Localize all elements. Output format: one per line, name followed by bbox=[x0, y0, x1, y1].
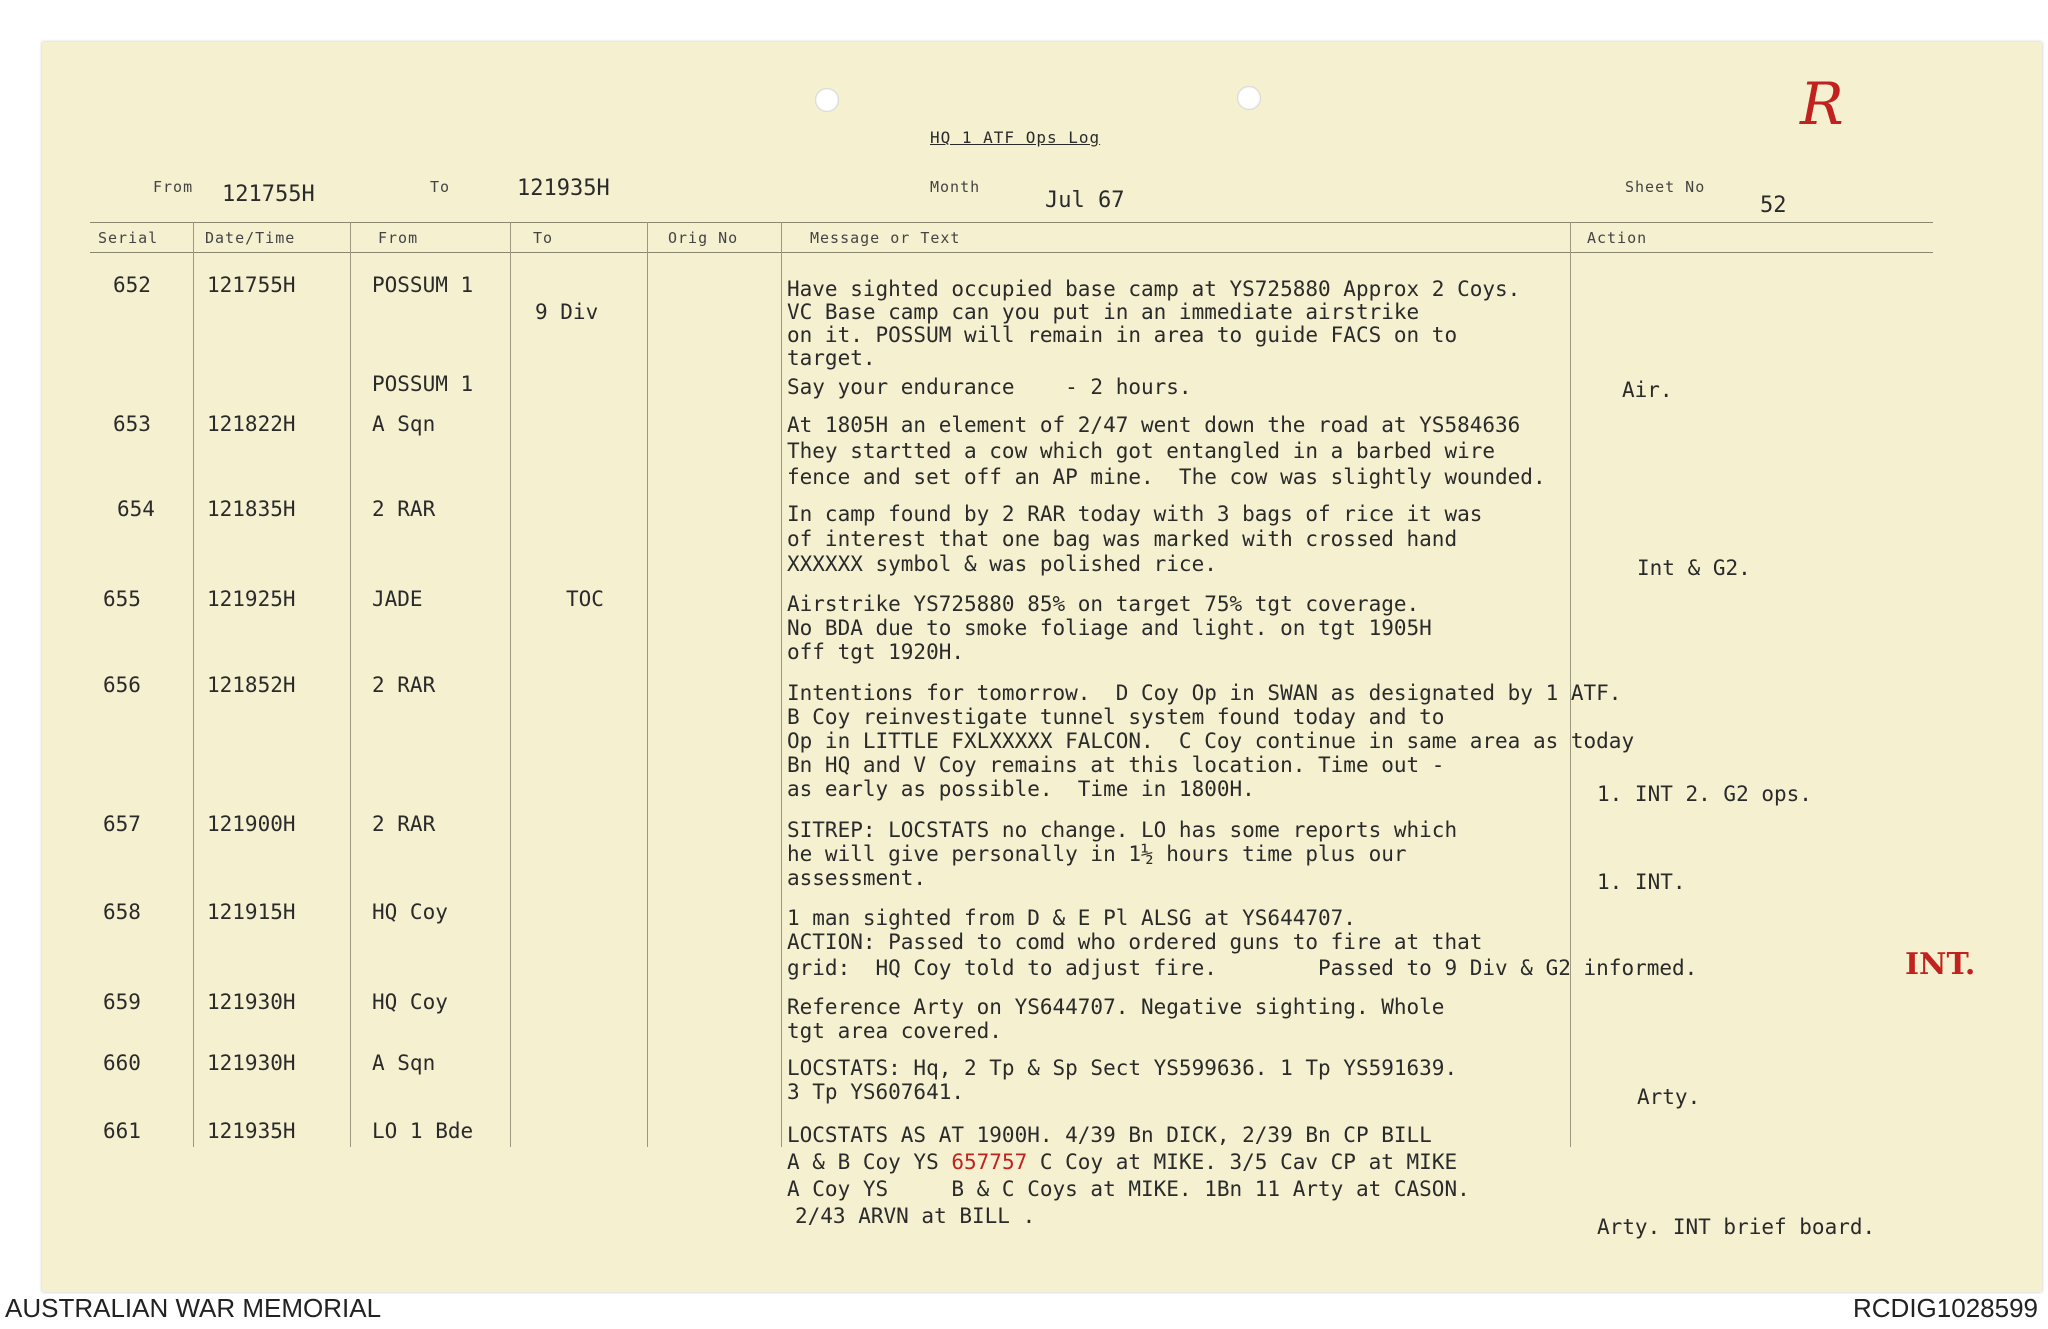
datetime-cell: 121930H bbox=[207, 990, 296, 1014]
message-line: Op in LITTLE FXLXXXXX FALCON. C Coy continue in same area as today bbox=[787, 729, 1635, 753]
from-cell: 2 RAR bbox=[372, 673, 436, 697]
serial-cell: 652 bbox=[113, 273, 151, 297]
message-line: 2/43 ARVN at BILL . bbox=[795, 1204, 1036, 1228]
message-line: 1 man sighted from D & E Pl ALSG at YS644707. bbox=[787, 906, 1356, 930]
col-action: Action bbox=[1587, 229, 1648, 247]
column-rule bbox=[193, 222, 194, 1147]
message-line: Reference Arty on YS644707. Negative sighting. Whole bbox=[787, 995, 1445, 1019]
from-cell: HQ Coy bbox=[372, 990, 448, 1014]
message-line: SITREP: LOCSTATS no change. LO has some reports which bbox=[787, 818, 1458, 842]
message-line: Say your endurance - 2 hours. bbox=[787, 375, 1192, 399]
datetime-cell: 121935H bbox=[207, 1119, 296, 1143]
punch-hole bbox=[815, 88, 839, 112]
handwritten-int-note: INT. bbox=[1905, 947, 1976, 982]
from-cell: JADE bbox=[372, 587, 423, 611]
message-line: LOCSTATS AS AT 1900H. 4/39 Bn DICK, 2/39 Bn CP BILL bbox=[787, 1123, 1432, 1147]
to-cell: 9 Div bbox=[535, 300, 599, 324]
message-line: ACTION: Passed to comd who ordered guns to fire at that bbox=[787, 930, 1483, 954]
message-line: B Coy reinvestigate tunnel system found today and to bbox=[787, 705, 1445, 729]
column-rule bbox=[647, 222, 648, 1147]
archive-credit: AUSTRALIAN WAR MEMORIAL bbox=[5, 1293, 382, 1323]
datetime-cell: 121835H bbox=[207, 497, 296, 521]
col-datetime: Date/Time bbox=[205, 229, 296, 247]
action-cell: Air. bbox=[1622, 378, 1673, 402]
message-line: of interest that one bag was marked with crossed hand bbox=[787, 527, 1458, 551]
col-serial: Serial bbox=[98, 229, 159, 247]
corner-initial-mark: R bbox=[1800, 70, 1844, 138]
from-cell: A Sqn bbox=[372, 1051, 436, 1075]
action-cell: 1. INT. bbox=[1597, 870, 1686, 894]
sheet-value: 52 bbox=[1760, 193, 1787, 218]
message-line: 3 Tp YS607641. bbox=[787, 1080, 965, 1104]
to-value: 121935H bbox=[517, 176, 610, 201]
to-label: To bbox=[430, 178, 451, 196]
month-value: Jul 67 bbox=[1045, 188, 1125, 213]
col-from: From bbox=[378, 229, 419, 247]
message-line: tgt area covered. bbox=[787, 1019, 1002, 1043]
col-to: To bbox=[533, 229, 554, 247]
log-title: HQ 1 ATF Ops Log bbox=[930, 128, 1101, 147]
message-line: as early as possible. Time in 1800H. bbox=[787, 777, 1255, 801]
message-line: assessment. bbox=[787, 866, 927, 890]
serial-cell: 656 bbox=[103, 673, 141, 697]
message-line: At 1805H an element of 2/47 went down the road at YS584636 bbox=[787, 413, 1521, 437]
message-line: target. bbox=[787, 346, 876, 370]
to-cell: TOC bbox=[566, 587, 604, 611]
from-label: From bbox=[153, 178, 194, 196]
from-cell: 2 RAR bbox=[372, 497, 436, 521]
month-label: Month bbox=[930, 178, 981, 196]
message-line: on it. POSSUM will remain in area to guide FACS on to bbox=[787, 323, 1458, 347]
message-line: Have sighted occupied base camp at YS725880 Approx 2 Coys. bbox=[787, 277, 1521, 301]
from-cell: POSSUM 1 bbox=[372, 273, 474, 297]
message-line: grid: HQ Coy told to adjust fire. Passed to 9 Div & G2 informed. bbox=[787, 956, 1698, 980]
message-line: Airstrike YS725880 85% on target 75% tgt coverage. bbox=[787, 592, 1420, 616]
action-cell: Arty. INT brief board. bbox=[1597, 1215, 1876, 1239]
message-line: Bn HQ and V Coy remains at this location. Time out - bbox=[787, 753, 1445, 777]
from-cell: 2 RAR bbox=[372, 812, 436, 836]
archive-id: RCDIG1028599 bbox=[1853, 1293, 2038, 1323]
message-line: VC Base camp can you put in an immediate airstrike bbox=[787, 300, 1420, 324]
action-cell: 1. INT 2. G2 ops. bbox=[1597, 782, 1812, 806]
action-cell: Arty. bbox=[1637, 1085, 1701, 1109]
serial-cell: 659 bbox=[103, 990, 141, 1014]
message-line: LOCSTATS: Hq, 2 Tp & Sp Sect YS599636. 1 Tp YS591639. bbox=[787, 1056, 1458, 1080]
datetime-cell: 121925H bbox=[207, 587, 296, 611]
serial-cell: 657 bbox=[103, 812, 141, 836]
header-bottom-rule bbox=[90, 252, 1933, 253]
message-line: he will give personally in 1½ hours time plus our bbox=[787, 842, 1407, 866]
column-rule bbox=[781, 222, 782, 1147]
message-line: A Coy YS B & C Coys at MIKE. 1Bn 11 Arty at CASON. bbox=[787, 1177, 1470, 1201]
message-line: A & B Coy YS 657757 C Coy at MIKE. 3/5 Cav CP at MIKE bbox=[787, 1150, 1458, 1174]
sheet-label: Sheet No bbox=[1625, 178, 1706, 196]
col-orig-no: Orig No bbox=[668, 229, 739, 247]
datetime-cell: 121915H bbox=[207, 900, 296, 924]
handwritten-grid-reference: 657757 bbox=[951, 1150, 1028, 1174]
from-cell: A Sqn bbox=[372, 412, 436, 436]
column-rule bbox=[350, 222, 351, 1147]
datetime-cell: 121755H bbox=[207, 273, 296, 297]
col-message: Message or Text bbox=[810, 229, 961, 247]
action-cell: Int & G2. bbox=[1637, 556, 1751, 580]
serial-cell: 653 bbox=[113, 412, 151, 436]
message-line: fence and set off an AP mine. The cow was slightly wounded. bbox=[787, 465, 1546, 489]
message-line: No BDA due to smoke foliage and light. on tgt 1905H bbox=[787, 616, 1432, 640]
serial-cell: 654 bbox=[117, 497, 155, 521]
from-cell: HQ Coy bbox=[372, 900, 448, 924]
punch-hole bbox=[1237, 86, 1261, 110]
serial-cell: 655 bbox=[103, 587, 141, 611]
datetime-cell: 121852H bbox=[207, 673, 296, 697]
from-cell: POSSUM 1 bbox=[372, 372, 474, 396]
from-value: 121755H bbox=[222, 182, 315, 207]
serial-cell: 660 bbox=[103, 1051, 141, 1075]
serial-cell: 658 bbox=[103, 900, 141, 924]
datetime-cell: 121930H bbox=[207, 1051, 296, 1075]
message-line: They startted a cow which got entangled in a barbed wire bbox=[787, 439, 1496, 463]
serial-cell: 661 bbox=[103, 1119, 141, 1143]
message-line: off tgt 1920H. bbox=[787, 640, 965, 664]
column-rule bbox=[510, 222, 511, 1147]
log-sheet bbox=[42, 42, 2042, 1292]
datetime-cell: 121900H bbox=[207, 812, 296, 836]
message-line: In camp found by 2 RAR today with 3 bags of rice it was bbox=[787, 502, 1483, 526]
from-cell: LO 1 Bde bbox=[372, 1119, 474, 1143]
datetime-cell: 121822H bbox=[207, 412, 296, 436]
message-line: XXXXXX symbol & was polished rice. bbox=[787, 552, 1217, 576]
message-line: Intentions for tomorrow. D Coy Op in SWAN as designated by 1 ATF. bbox=[787, 681, 1622, 705]
header-top-rule bbox=[90, 222, 1933, 223]
